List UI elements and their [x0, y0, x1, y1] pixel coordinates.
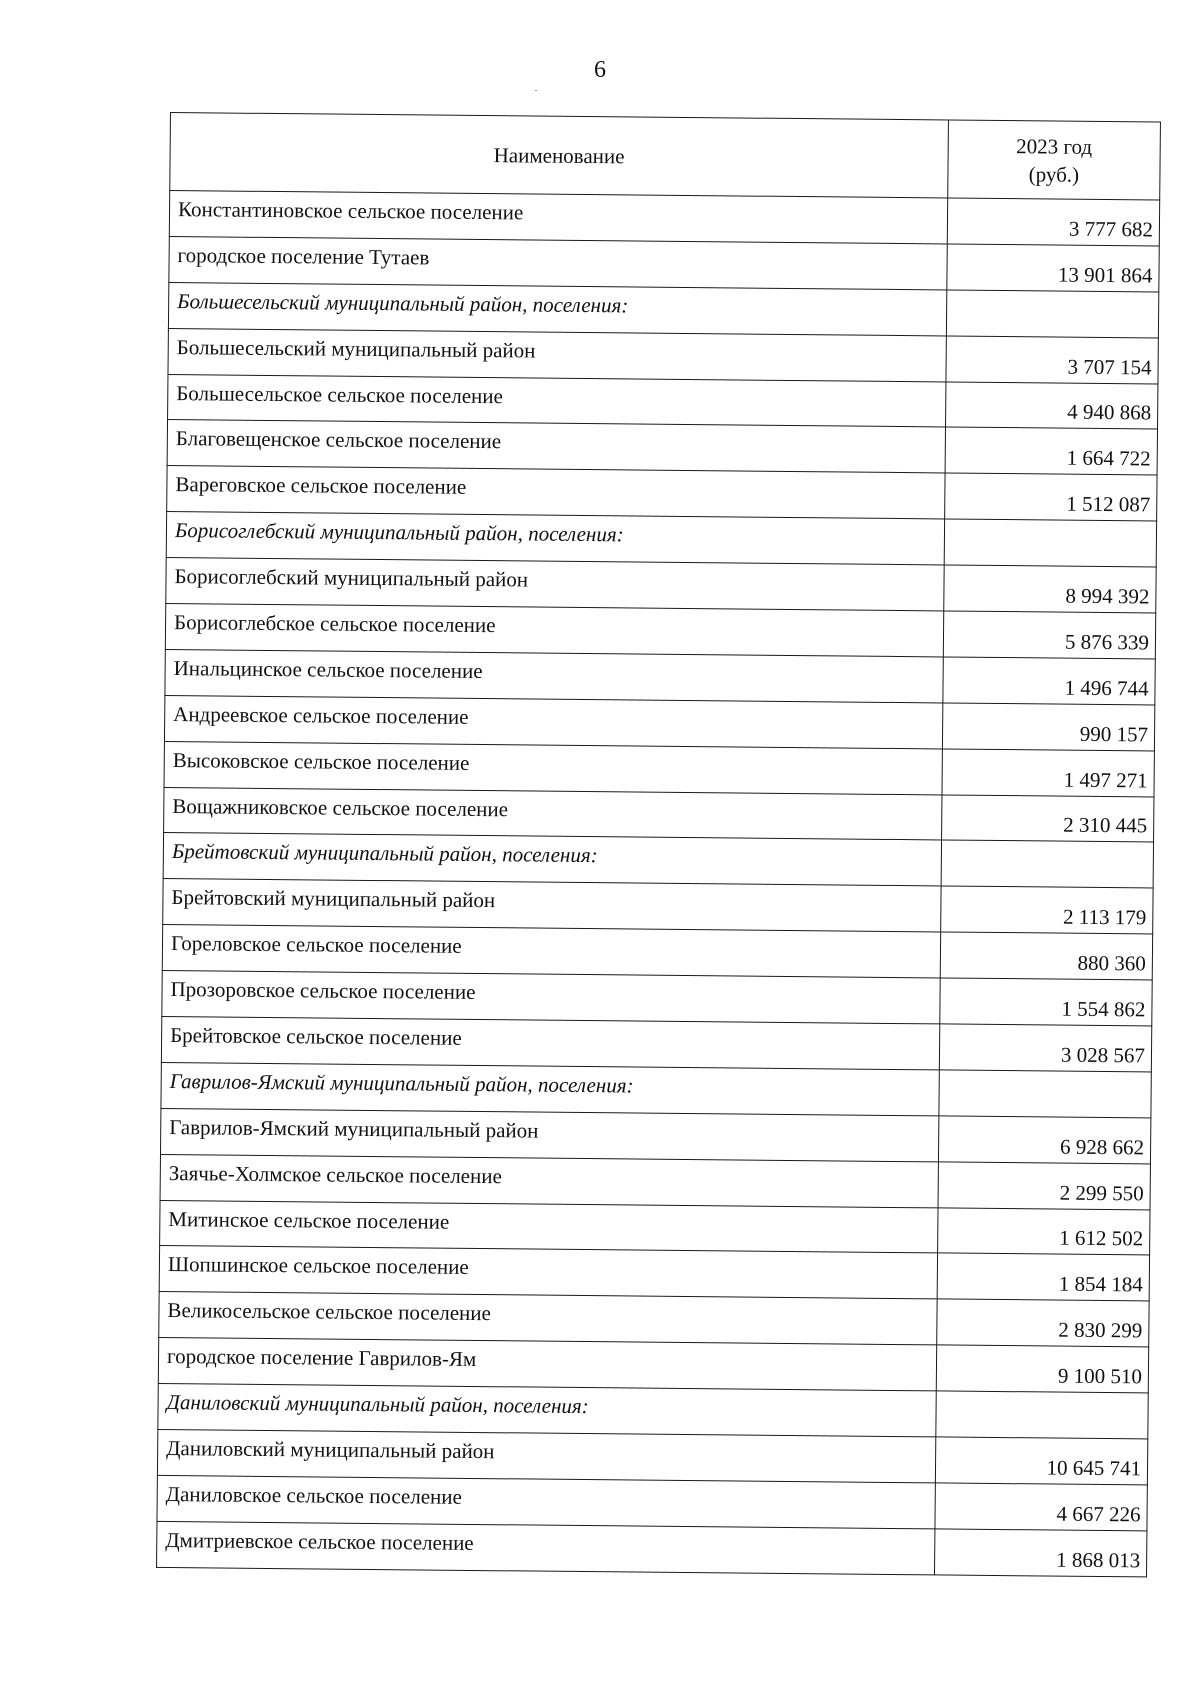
- row-value-cell: 5 876 339: [943, 611, 1155, 659]
- row-value-cell: 1 554 862: [940, 978, 1152, 1026]
- row-name-cell: городское поселение Тутаев: [169, 236, 947, 289]
- row-name-cell: Борисоглебский муниципальный район: [166, 558, 944, 611]
- row-value-cell: 1 497 271: [942, 749, 1154, 797]
- row-value-cell: 2 310 445: [942, 795, 1154, 843]
- row-value-cell: 2 830 299: [937, 1299, 1149, 1347]
- row-value-cell: 1 664 722: [945, 427, 1157, 475]
- group-heading-cell: Борисоглебский муниципальный район, поселения:: [166, 512, 944, 565]
- row-name-cell: Даниловский муниципальный район: [157, 1429, 935, 1482]
- header-name: Наименование: [170, 113, 949, 198]
- row-value-cell: 13 901 864: [947, 244, 1159, 292]
- row-name-cell: Инальцинское сельское поселение: [165, 649, 943, 702]
- group-heading-cell: Гаврилов-Ямский муниципальный район, поселения:: [161, 1062, 939, 1115]
- table-header-row: [170, 113, 1161, 200]
- row-value-cell: 1 868 013: [934, 1529, 1146, 1577]
- row-value-cell: 2 113 179: [941, 886, 1153, 934]
- row-name-cell: Вареговское сельское поселение: [167, 466, 945, 519]
- group-heading-cell: Большесельский муниципальный район, поселения:: [168, 282, 946, 335]
- row-name-cell: Константиновское сельское поселение: [169, 191, 947, 244]
- row-name-cell: Митинское сельское поселение: [160, 1200, 938, 1253]
- row-value-cell: 6 928 662: [938, 1116, 1150, 1164]
- row-value-cell: 880 360: [940, 932, 1152, 980]
- row-name-cell: Борисоглебское сельское поселение: [165, 603, 943, 656]
- row-value-cell: 3 707 154: [946, 336, 1158, 384]
- scan-speck: [535, 90, 537, 91]
- row-name-cell: Вощажниковское сельское поселение: [164, 787, 942, 840]
- row-value-cell: [936, 1391, 1148, 1439]
- table-row: [157, 1521, 1147, 1576]
- row-name-cell: Шопшинское сельское поселение: [159, 1246, 937, 1299]
- row-value-cell: [944, 519, 1156, 567]
- header-unit: (руб.): [1028, 161, 1080, 187]
- row-name-cell: Гаврилов-Ямский муниципальный район: [160, 1108, 938, 1161]
- row-name-cell: Высоковское сельское поселение: [164, 741, 942, 794]
- row-value-cell: 990 157: [942, 703, 1154, 751]
- budget-table: [156, 112, 1161, 1577]
- row-name-cell: Андреевское сельское поселение: [164, 695, 942, 748]
- row-name-cell: Дмитриевское сельское поселение: [157, 1521, 935, 1574]
- header-value: [948, 120, 1161, 200]
- row-name-cell: Гореловское сельское поселение: [162, 925, 940, 978]
- row-value-cell: 3 028 567: [939, 1024, 1151, 1072]
- row-name-cell: Даниловское сельское поселение: [157, 1475, 935, 1528]
- row-value-cell: 8 994 392: [944, 565, 1156, 613]
- row-name-cell: Благовещенское сельское поселение: [167, 420, 945, 473]
- row-name-cell: Прозоровское сельское поселение: [162, 971, 940, 1024]
- page-number: 6: [594, 57, 606, 83]
- row-name-cell: городское поселение Гаврилов-Ям: [158, 1338, 936, 1391]
- row-value-cell: 9 100 510: [936, 1345, 1148, 1393]
- row-value-cell: 1 512 087: [945, 473, 1157, 521]
- row-value-cell: 1 496 744: [943, 657, 1155, 705]
- row-name-cell: Большесельский муниципальный район: [168, 328, 946, 381]
- row-value-cell: [946, 290, 1158, 338]
- row-name-cell: Заячье-Холмское сельское поселение: [160, 1154, 938, 1207]
- row-value-cell: [939, 1070, 1151, 1118]
- row-name-cell: Брейтовское сельское поселение: [161, 1016, 939, 1069]
- row-value-cell: 4 667 226: [935, 1483, 1147, 1531]
- row-name-cell: Брейтовский муниципальный район: [163, 879, 941, 932]
- row-value-cell: 4 940 868: [946, 382, 1158, 430]
- row-value-cell: 1 612 502: [938, 1208, 1150, 1256]
- row-name-cell: Великосельское сельское поселение: [159, 1292, 937, 1345]
- header-year: 2023 год: [1016, 133, 1093, 159]
- row-value-cell: 3 777 682: [947, 198, 1159, 246]
- row-value-cell: 10 645 741: [935, 1437, 1147, 1485]
- row-name-cell: Большесельское сельское поселение: [168, 374, 946, 427]
- group-heading-cell: Брейтовский муниципальный район, поселения:: [163, 833, 941, 886]
- row-value-cell: 2 299 550: [938, 1162, 1150, 1210]
- row-value-cell: [941, 840, 1153, 888]
- group-heading-cell: Даниловский муниципальный район, поселения:: [158, 1384, 936, 1437]
- row-value-cell: 1 854 184: [937, 1253, 1149, 1301]
- table-body: [157, 191, 1160, 1577]
